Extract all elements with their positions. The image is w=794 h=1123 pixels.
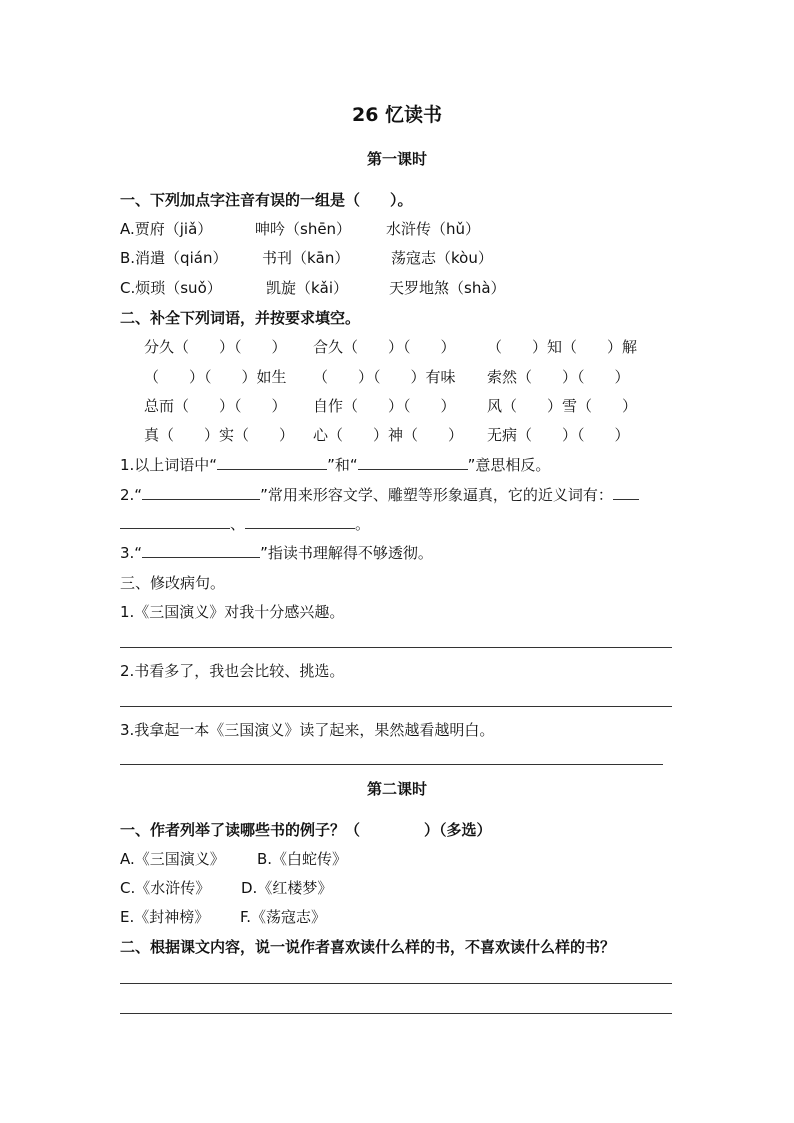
book-option: A.《三国演义》 — [120, 850, 225, 868]
word-fill-item: 自作（ ）（ ） — [313, 397, 456, 415]
lesson2-q1-prompt — [120, 819, 492, 840]
lesson1-q2-prompt: 二、补全下列词语，并按要求填空。 — [120, 309, 361, 327]
lesson2-q1-prompt-b: ）（多选） — [424, 821, 492, 839]
word-fill-item: 合久（ ）（ ） — [313, 338, 456, 356]
q1-option-c-word2: 凯旋（kǎi） — [266, 279, 349, 297]
q2-sub1 — [120, 454, 550, 475]
q2-sub2-blank-2-start[interactable] — [613, 487, 639, 500]
q1-option-a-word2: 呻吟（shēn） — [255, 220, 352, 238]
sentence-item: 3.我拿起一本《三国演义》读了起来，果然越看越明白。 — [120, 721, 495, 739]
lesson2-heading: 第二课时 — [366, 780, 427, 798]
lesson1-heading: 第一课时 — [366, 150, 427, 168]
lesson2-q1-prompt-a: 一、作者列举了读哪些书的例子？（ — [120, 821, 361, 839]
q2-sub2-blank-3[interactable] — [245, 516, 355, 529]
q2-sub2-separator: 、 — [230, 515, 246, 533]
word-fill-item: 风（ ）雪（ ） — [487, 397, 638, 415]
q2-sub3-text-b: ”指读书理解得不够透彻。 — [260, 544, 433, 562]
book-option: E.《封神榜》 — [120, 908, 210, 926]
q1-option-b-word3: 荡寇志（kòu） — [391, 249, 493, 267]
word-fill-item: 分久（ ）（ ） — [144, 338, 287, 356]
word-fill-item: 总而（ ）（ ） — [144, 397, 287, 415]
word-fill-item: 心（ ）神（ ） — [313, 426, 464, 444]
book-option: F.《荡寇志》 — [240, 908, 326, 926]
q2-sub3-text-a: 3.“ — [120, 544, 143, 562]
book-option: B.《白蛇传》 — [257, 850, 348, 868]
q2-sub2-blank-2[interactable] — [120, 516, 230, 529]
q2-sub1-blank-1[interactable] — [217, 457, 327, 470]
q2-sub1-text-b: ”和“ — [327, 456, 358, 474]
q2-sub2-text-a: 2.“ — [120, 486, 143, 504]
sentence-item: 1.《三国演义》对我十分感兴趣。 — [120, 603, 345, 621]
q1-option-b: B.消遣（qián） — [120, 249, 228, 267]
answer-line[interactable] — [120, 983, 672, 984]
answer-line[interactable] — [120, 764, 663, 765]
lesson2-q2-prompt: 二、根据课文内容，说一说作者喜欢读什么样的书，不喜欢读什么样的书？ — [120, 938, 616, 956]
word-fill-item: 真（ ）实（ ） — [144, 426, 295, 444]
book-option: D.《红楼梦》 — [241, 879, 333, 897]
answer-line[interactable] — [120, 1013, 672, 1014]
sentence-item: 2.书看多了，我也会比较、挑选。 — [120, 662, 345, 680]
answer-line[interactable] — [120, 706, 672, 707]
q2-sub2 — [120, 484, 639, 505]
q2-sub2-blank-1[interactable] — [142, 487, 260, 500]
q1-option-a-word3: 水浒传（hǔ） — [386, 220, 481, 238]
q2-sub3-blank[interactable] — [142, 545, 260, 558]
q2-sub1-text-a: 1.以上词语中“ — [120, 456, 218, 474]
page-title: 26 忆读书 — [351, 104, 443, 126]
q2-sub2-end: 。 — [355, 515, 371, 533]
q2-sub1-text-c: ”意思相反。 — [467, 456, 551, 474]
lesson1-q3-prompt: 三、修改病句。 — [120, 574, 226, 592]
word-fill-item: 无病（ ）（ ） — [487, 426, 630, 444]
word-fill-item: 索然（ ）（ ） — [487, 368, 630, 386]
q2-sub3 — [120, 542, 433, 563]
q2-sub2-line2 — [120, 513, 370, 534]
q1-option-b-word2: 书刊（kān） — [262, 249, 350, 267]
word-fill-item: （ ）（ ）如生 — [144, 368, 287, 386]
lesson1-q1-prompt: 一、下列加点字注音有误的一组是（ ）。 — [120, 191, 413, 209]
q2-sub2-text-b: ”常用来形容文学、雕塑等形象逼真，它的近义词有： — [260, 486, 613, 504]
q1-option-a: A.贾府（jiǎ） — [120, 220, 213, 238]
q1-option-c-word3: 天罗地煞（shà） — [389, 279, 506, 297]
word-fill-item: （ ）（ ）有味 — [313, 368, 456, 386]
book-option: C.《水浒传》 — [120, 879, 211, 897]
answer-line[interactable] — [120, 647, 672, 648]
q1-option-c: C.烦琐（suǒ） — [120, 279, 222, 297]
q2-sub1-blank-2[interactable] — [358, 457, 468, 470]
word-fill-item: （ ）知（ ）解 — [487, 338, 638, 356]
